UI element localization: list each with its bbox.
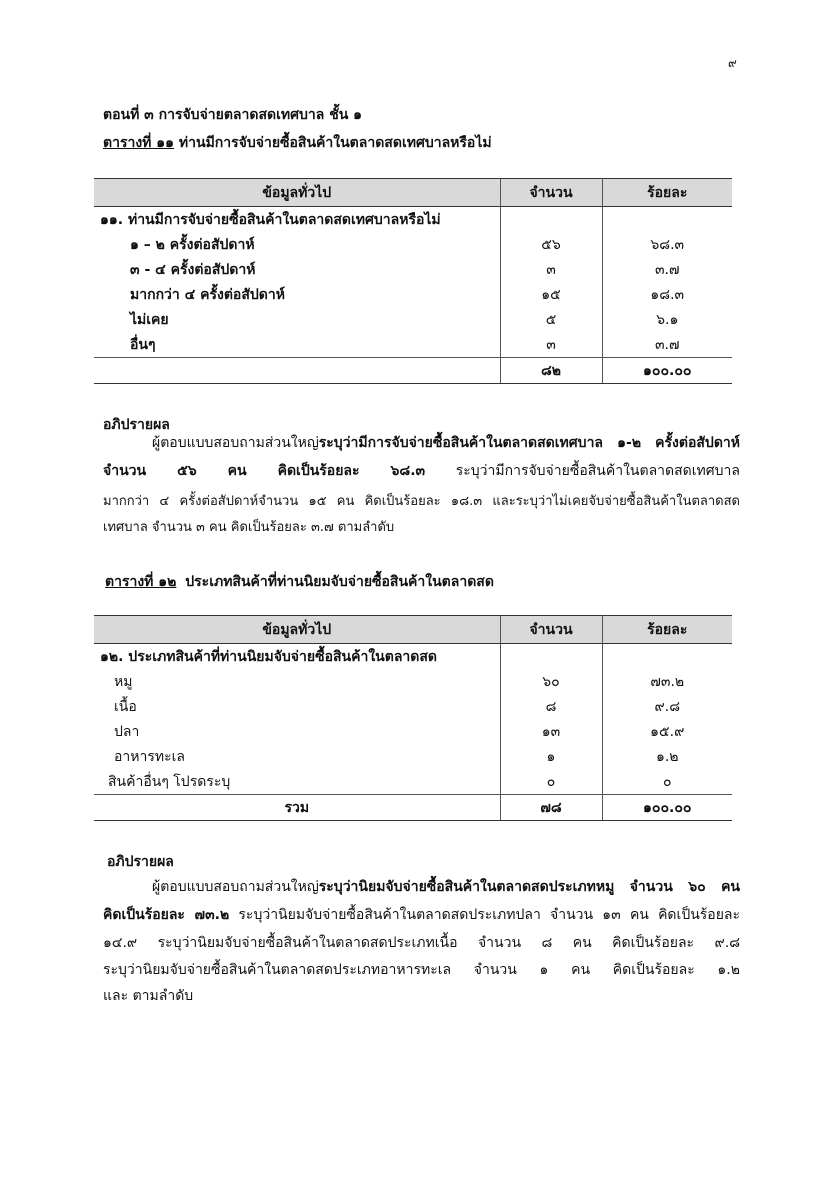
- row-count: ๓: [500, 257, 602, 282]
- table-row: [94, 232, 732, 257]
- discussion-emphasis: จำนวน ๕๖ คน คิดเป็นร้อยละ ๖๘.๓: [103, 463, 426, 479]
- table-11-label: ตารางที่ ๑๑: [103, 135, 175, 151]
- discussion-line: [103, 458, 740, 484]
- discussion-emphasis: ระบุว่านิยมจับจ่ายซื้อสินค้าในตลาดสดประเภทหมู จำนวน ๖๐ คน: [318, 879, 740, 895]
- row-label: อื่นๆ: [130, 336, 156, 353]
- header-count: จำนวน: [500, 616, 602, 644]
- discussion-text: ผู้ตอบแบบสอบถามส่วนใหญ่: [152, 879, 319, 895]
- header-general-info: ข้อมูลทั่วไป: [94, 179, 500, 207]
- table-row: [94, 307, 732, 332]
- page-number: ๙: [728, 56, 737, 70]
- header-percent: ร้อยละ: [602, 616, 732, 644]
- table-11-caption: [103, 132, 492, 154]
- row-label: ๓ - ๔ ครั้งต่อสัปดาห์: [130, 261, 256, 278]
- discussion-heading: อภิปรายผล: [103, 417, 170, 433]
- row-label: อาหารทะเล: [114, 748, 185, 765]
- row-count: ๑: [500, 744, 602, 769]
- row-count: ๑๕: [500, 282, 602, 307]
- discussion-text: ระบุว่ามีการจับจ่ายซื้อสินค้าในตลาดสดเทศบาล: [425, 463, 740, 479]
- table-header-row: [94, 179, 732, 207]
- row-percent: ๑๕.๙: [650, 723, 685, 740]
- table-row: [94, 694, 732, 719]
- row-percent: ๓.๗: [654, 336, 680, 353]
- total-count: ๘๒: [500, 358, 602, 384]
- discussion-line: และ ตามลำดับ: [103, 988, 194, 1004]
- header-count: จำนวน: [500, 179, 602, 207]
- table-row: [94, 744, 732, 769]
- header-percent: ร้อยละ: [602, 179, 732, 207]
- table-row: [94, 719, 732, 744]
- discussion-line: [152, 874, 740, 900]
- row-count: ๕๖: [500, 232, 602, 257]
- discussion-text: ระบุว่านิยมจับจ่ายซื้อสินค้าในตลาดสดประเภทปลา จำนวน ๑๓ คน คิดเป็นร้อยละ: [229, 907, 741, 923]
- table-11-caption-text: ท่านมีการจับจ่ายซื้อสินค้าในตลาดสดเทศบาลหรือไม่: [178, 135, 492, 151]
- row-count: ๖๐: [500, 669, 602, 694]
- discussion-heading: อภิปรายผล: [107, 854, 174, 870]
- table-12-label: ตารางที่ ๑๒: [105, 574, 177, 590]
- row-percent: ๖๘.๓: [650, 236, 685, 253]
- discussion-line: [152, 430, 740, 456]
- question-label: ๑๒. ประเภทสินค้าที่ท่านนิยมจับจ่ายซื้อสินค้าในตลาดสด: [100, 648, 437, 665]
- row-count: ๑๓: [500, 719, 602, 744]
- table-row: [94, 644, 732, 670]
- table-header-row: [94, 616, 732, 644]
- row-count: ๐: [500, 769, 602, 795]
- row-percent: ๗๓.๒: [650, 673, 685, 690]
- row-count: ๓: [500, 332, 602, 358]
- row-count: ๘: [500, 694, 602, 719]
- discussion-emphasis: คิดเป็นร้อยละ ๗๓.๒: [103, 907, 230, 923]
- table-total-row: [94, 795, 732, 821]
- discussion-text: ผู้ตอบแบบสอบถามส่วนใหญ่: [152, 435, 319, 451]
- total-label: รวม: [94, 795, 500, 821]
- total-percent: ๑๐๐.๐๐: [602, 795, 732, 821]
- row-percent: ๑๘.๓: [650, 286, 685, 303]
- header-general-info: ข้อมูลทั่วไป: [94, 616, 500, 644]
- table-row: [94, 282, 732, 307]
- row-percent: ๓.๗: [654, 261, 680, 278]
- row-label: หมู: [114, 673, 133, 690]
- section-title: ตอนที่ ๓ การจับจ่ายตลาดสดเทศบาล ชั้น ๑: [103, 107, 363, 123]
- discussion-line: เทศบาล จำนวน ๓ คน คิดเป็นร้อยละ ๓.๗ ตามลำดับ: [103, 520, 395, 535]
- total-label: [94, 358, 500, 384]
- table-row: [94, 332, 732, 358]
- row-label: ๑ – ๒ ครั้งต่อสัปดาห์: [130, 236, 255, 253]
- row-percent: ๙.๘: [654, 698, 680, 715]
- row-label: ไม่เคย: [130, 311, 169, 328]
- row-label: มากกว่า ๔ ครั้งต่อสัปดาห์: [130, 286, 285, 303]
- row-label: สินค้าอื่นๆ โปรดระบุ: [108, 773, 231, 790]
- question-label: ๑๑. ท่านมีการจับจ่ายซื้อสินค้าในตลาดสดเทศบาลหรือไม่: [100, 211, 441, 228]
- table-row: [94, 207, 732, 233]
- table-11: [94, 178, 732, 384]
- total-percent: ๑๐๐.๐๐: [602, 358, 732, 384]
- row-label: ปลา: [114, 723, 140, 740]
- row-label: เนื้อ: [114, 698, 137, 715]
- discussion-emphasis: ระบุว่ามีการจับจ่ายซื้อสินค้าในตลาดสดเทศบาล ๑-๒ ครั้งต่อสัปดาห์: [318, 435, 740, 451]
- table-row: [94, 669, 732, 694]
- table-12-caption-text: ประเภทสินค้าที่ท่านนิยมจับจ่ายซื้อสินค้าในตลาดสด: [185, 574, 494, 590]
- table-row: [94, 769, 732, 795]
- row-percent: ๖.๑: [656, 311, 679, 328]
- table-row: [94, 257, 732, 282]
- discussion-line: ระบุว่านิยมจับจ่ายซื้อสินค้าในตลาดสดประเภทอาหารทะเล จำนวน ๑ คน คิดเป็นร้อยละ ๑.๒: [103, 962, 740, 978]
- discussion-line: [103, 902, 740, 928]
- discussion-line: มากกว่า ๔ ครั้งต่อสัปดาห์จำนวน ๑๕ คน คิดเป็นร้อยละ ๑๘.๓ และระบุว่าไม่เคยจับจ่ายซื้อสินค้าในตลาดสด: [103, 494, 740, 509]
- total-count: ๗๘: [500, 795, 602, 821]
- discussion-line: ๑๔.๙ ระบุว่านิยมจับจ่ายซื้อสินค้าในตลาดสดประเภทเนื้อ จำนวน ๘ คน คิดเป็นร้อยละ ๙.๘: [103, 935, 740, 951]
- table-total-row: [94, 358, 732, 384]
- row-count: ๕: [500, 307, 602, 332]
- table-12-caption: [105, 571, 494, 593]
- table-12: [94, 615, 732, 821]
- row-percent: ๑.๒: [655, 748, 679, 765]
- row-percent: ๐: [662, 773, 672, 790]
